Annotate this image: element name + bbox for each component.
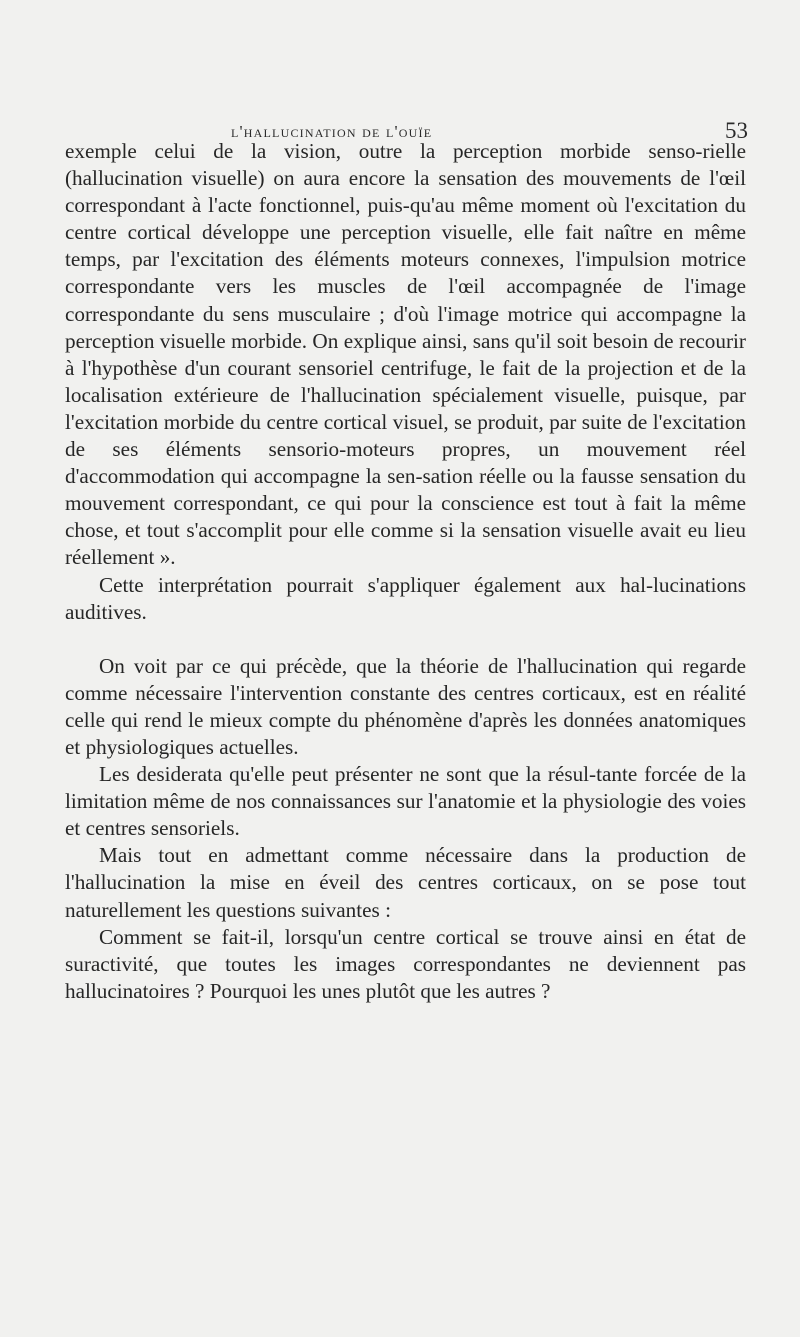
page-number: 53 (725, 118, 748, 143)
paragraph: Cette interprétation pourrait s'appliquer également aux hal-lucinations auditives. (65, 572, 746, 624)
paragraph: Mais tout en admettant comme nécessaire dans la production de l'hallucination la mise en éveil des centres corticaux, on se pose tout naturellement les questions suivantes : (65, 843, 746, 922)
paragraph: exemple celui de la vision, outre la perception morbide senso-rielle (hallucination visuelle) on aura encore la sensation des mouvements de l'œil correspondant à l'acte fonctionnel, puis-qu'au même moment où l'excitation du centre cortical développe une perception visuelle, elle fait naître en même temps, par l'excitation des éléments moteurs connexes, l'impulsion motrice correspondante vers les muscles de l'œil accompagnée de l'image correspondante du sens musculaire ; d'où l'image motrice qui accompagne la perception visuelle morbide. On explique ainsi, sans qu'il soit besoin de recourir à l'hypothèse d'un courant sensoriel centrifuge, le fait de la projection et de la localisation extérieure de l'hallucination spécialement visuelle, puisque, par l'excitation morbide du centre cortical visuel, se produit, par suite de l'excitation de ses éléments sensorio-moteurs propres, un mouvement réel d'accommodation qui accompagne la sen-sation réelle ou la fausse sensation du mouvement correspondant, ce qui pour la conscience est tout à fait la même chose, et tout s'accomplit pour elle comme si la sensation visuelle avait eu lieu réellement ». (65, 139, 746, 570)
body-text (65, 138, 746, 1005)
paragraph: Comment se fait-il, lorsqu'un centre cortical se trouve ainsi en état de suractivité, que toutes les images correspondantes ne deviennent pas hallucinatoires ? Pourquoi les unes plutôt que les autres ? (65, 924, 746, 1003)
paragraph: On voit par ce qui précède, que la théorie de l'hallucination qui regarde comme nécessaire l'intervention constante des centres corticaux, est en réalité celle qui rend le mieux compte du phénomène d'après les données anatomiques et physiologiques actuelles. (65, 653, 746, 759)
paragraph: Les desiderata qu'elle peut présenter ne sont que la résul-tante forcée de la limitation même de nos connaissances sur l'anatomie et la physiologie des voies et centres sensoriels. (65, 762, 746, 841)
running-title: l'hallucination de l'ouïe (231, 122, 433, 141)
